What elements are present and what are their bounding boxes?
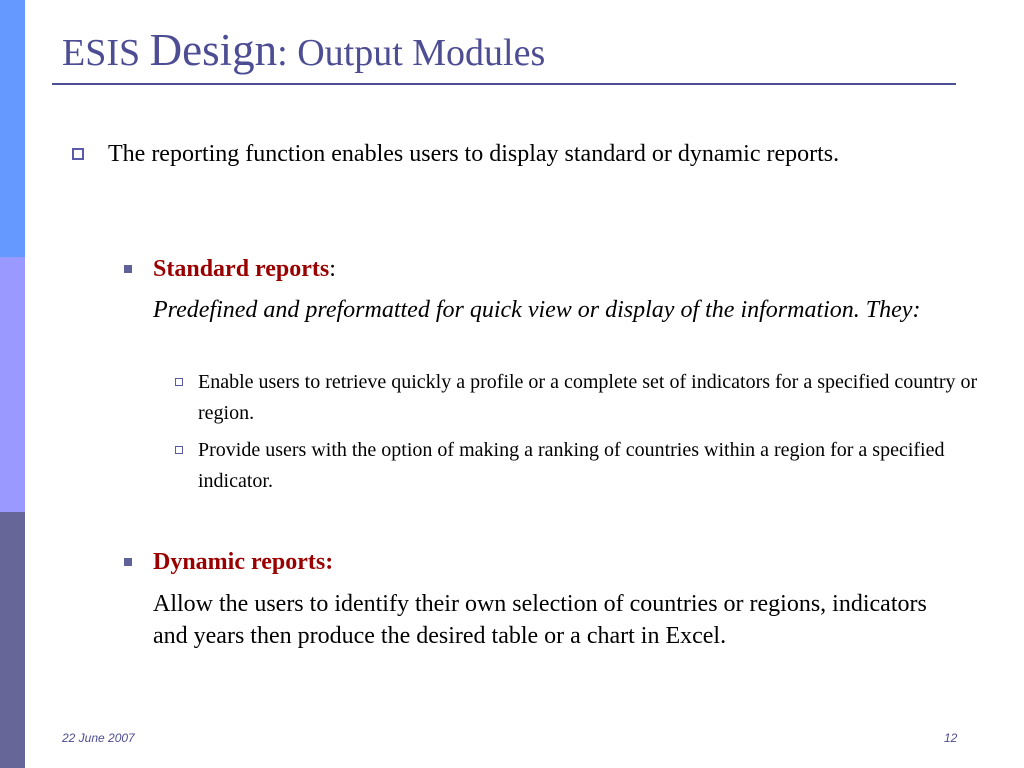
sub-bullet-square-icon [175, 378, 183, 386]
standard-reports-colon: : [329, 256, 336, 282]
title-part-3: : Output Modules [277, 32, 546, 74]
bullet-filled-square-icon [124, 265, 132, 273]
title-part-2: Design [149, 25, 278, 75]
bullet-square-icon [72, 148, 84, 160]
standard-reports-heading [153, 254, 336, 284]
footer-date: 22 June 2007 [62, 731, 135, 745]
title-part-1: ESIS [62, 32, 150, 74]
dynamic-reports-heading [153, 547, 333, 577]
title-underline [52, 83, 956, 85]
standard-bullet-1: Enable users to retrieve quickly a profile or a complete set of indicators for a specified country or region. [198, 371, 978, 424]
sidebar-decoration [0, 0, 25, 768]
slide-title [62, 25, 546, 75]
sub-bullet-square-icon [175, 446, 183, 454]
page-number: 12 [944, 731, 958, 745]
bullet-filled-square-icon [124, 558, 132, 566]
sidebar-band-top [0, 0, 25, 257]
intro-text: The reporting function enables users to display standard or dynamic reports. [108, 141, 840, 167]
standard-bullet-2: Provide users with the option of making a ranking of countries within a region for a specified indicator. [198, 439, 945, 492]
sidebar-band-middle [0, 257, 25, 512]
sidebar-band-bottom [0, 512, 25, 768]
standard-reports-description: Predefined and preformatted for quick view or display of the information. They: [153, 297, 921, 323]
dynamic-reports-label: Dynamic reports: [153, 549, 334, 575]
dynamic-reports-description: Allow the users to identify their own selection of countries or regions, indicators and years then produce the desired table or a chart in Excel. [153, 591, 927, 649]
standard-reports-label: Standard reports [153, 256, 330, 282]
